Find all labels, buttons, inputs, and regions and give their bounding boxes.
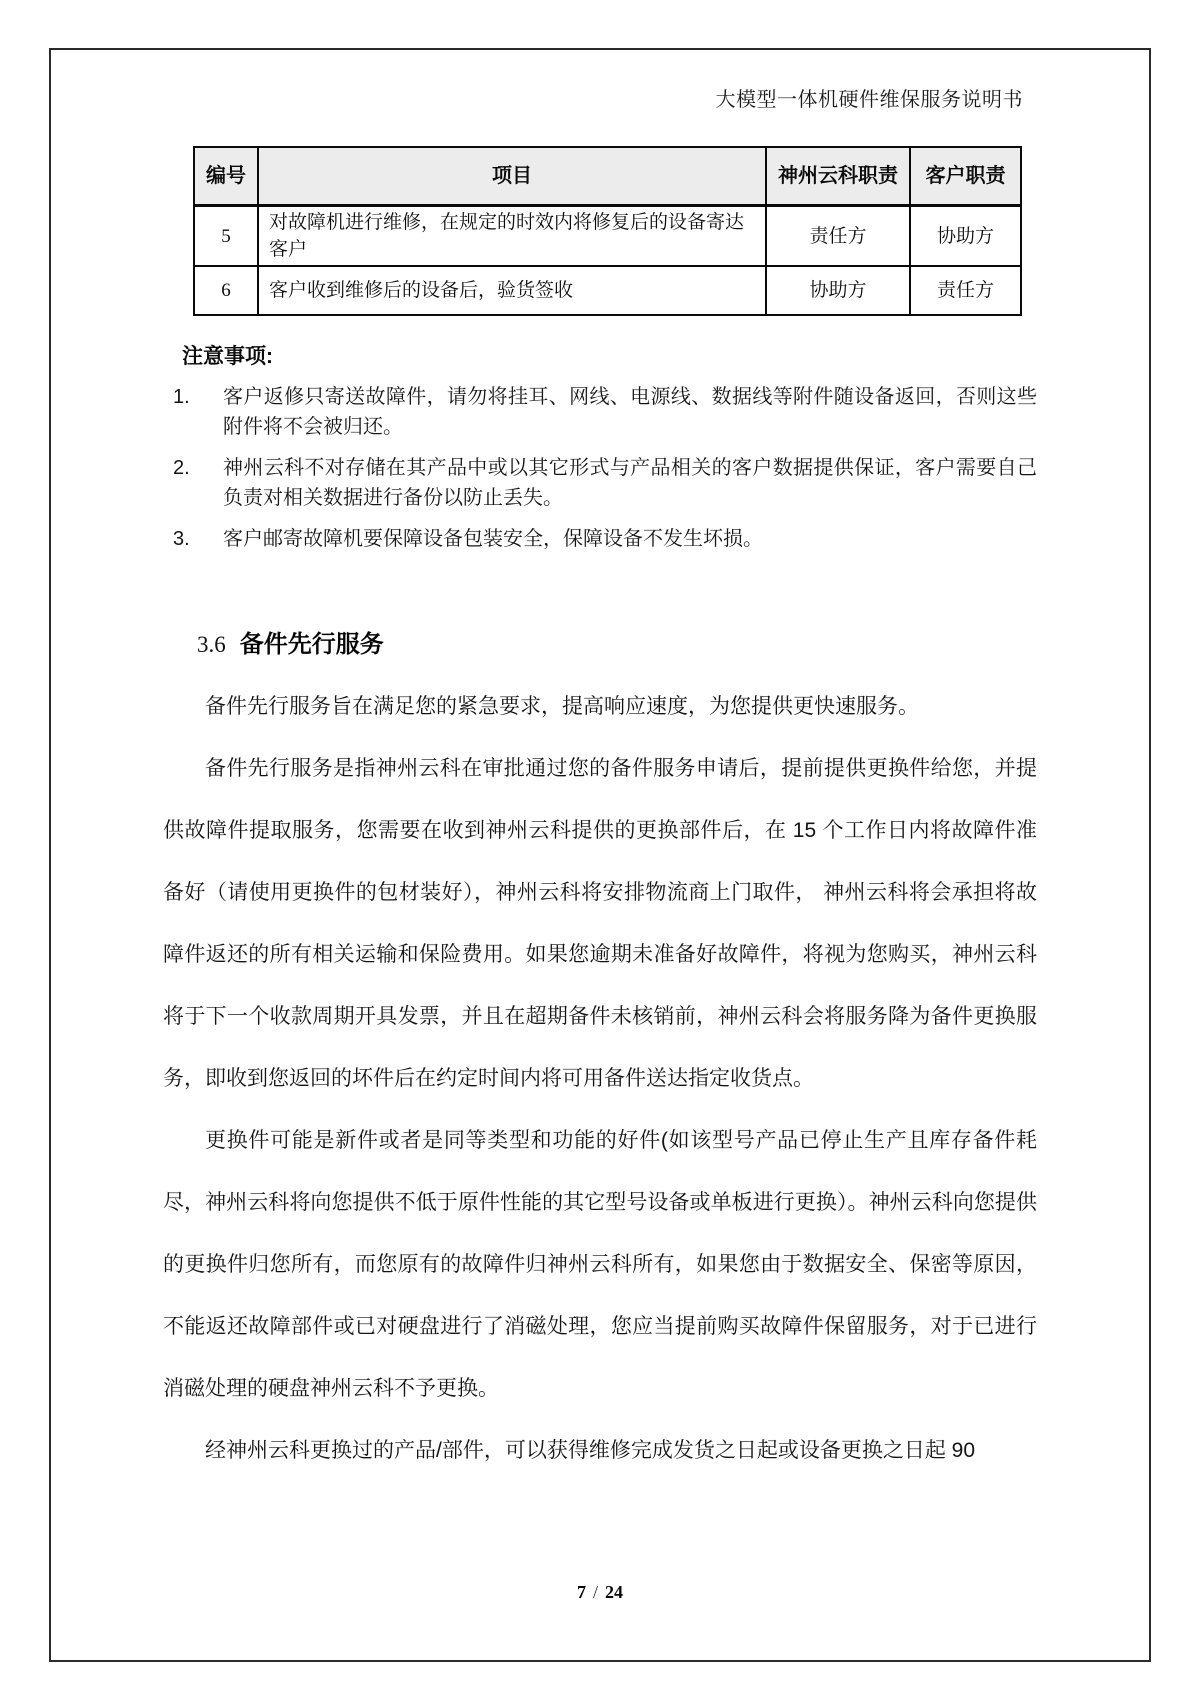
notes-section [173, 342, 1037, 565]
page-number [0, 1582, 1200, 1603]
list-item [173, 382, 1037, 442]
list-item-text: 神州云科不对存储在其产品中或以其它形式与产品相关的客户数据提供保证，客户需要自己负责对相关数据进行备份以防止丢失。 [223, 457, 1037, 509]
table-row [194, 206, 1021, 267]
cell-customer-role: 协助方 [910, 206, 1021, 267]
list-item-number: 3. [173, 528, 190, 550]
section-heading [197, 624, 384, 659]
list-item-text: 客户返修只寄送故障件，请勿将挂耳、网线、电源线、数据线等附件随设备返回，否则这些附件将不会被归还。 [223, 386, 1037, 438]
column-header-number: 编号 [194, 147, 258, 206]
cell-item-text: 客户收到维修后的设备后，验货签收 [258, 266, 766, 315]
paragraph: 更换件可能是新件或者是同等类型和功能的好件(如该型号产品已停止生产且库存备件耗尽，神州云科将向您提供不低于原件性能的其它型号设备或单板进行更换）。神州云科向您提供的更换件归您所有，而您原有的故障件归神州云科所有，如果您由于数据安全、保密等原因，不能返还故障部件或已对硬盘进行了消磁处理，您应当提前购买故障件保留服务，对于已进行消磁处理的硬盘神州云科不予更换。 [163, 1129, 1037, 1400]
cell-row-number: 5 [194, 206, 258, 267]
notes-list [173, 382, 1037, 554]
paragraph: 备件先行服务旨在满足您的紧急要求，提高响应速度，为您提供更快速服务。 [205, 695, 919, 718]
column-header-vendor: 神州云科职责 [766, 147, 910, 206]
table-header-row [194, 147, 1021, 206]
cell-item-text: 对故障机进行维修，在规定的时效内将修复后的设备寄达客户 [258, 206, 766, 267]
table-row [194, 266, 1021, 315]
list-item [173, 524, 1037, 554]
paragraph: 备件先行服务是指神州云科在审批通过您的备件服务申请后，提前提供更换件给您，并提供故障件提取服务，您需要在收到神州云科提供的更换部件后，在 15 个工作日内将故障件准备好（请使用更换件的包材装好），神州云科将安排物流商上门取件， 神州云科将会承担将故障件返还的所有相关运输和保险费用。如果您逾期未准备好故障件，将视为您购买，神州云科将于下一个收款周期开具发票，并且在超期备件未核销前，神州云科会将服务降为备件更换服务，即收到您返回的坏件后在约定时间内将可用备件送达指定收货点。 [163, 757, 1037, 1090]
total-pages: 24 [605, 1582, 623, 1602]
responsibility-table [193, 146, 1022, 316]
list-item [173, 453, 1037, 513]
section-number: 3.6 [197, 632, 226, 657]
paragraph: 经神州云科更换过的产品/部件，可以获得维修完成发货之日起或设备更换之日起 90 [205, 1439, 976, 1462]
document-header-title: 大模型一体机硬件维保服务说明书 [715, 89, 1023, 111]
list-item-number: 2. [173, 457, 190, 479]
body-paragraphs [163, 676, 1037, 1482]
column-header-customer: 客户职责 [910, 147, 1021, 206]
cell-vendor-role: 协助方 [766, 266, 910, 315]
column-header-item: 项目 [258, 147, 766, 206]
current-page: 7 [576, 1582, 586, 1602]
cell-row-number: 6 [194, 266, 258, 315]
notes-heading: 注意事项: [182, 345, 273, 368]
list-item-number: 1. [173, 386, 190, 408]
cell-vendor-role: 责任方 [766, 206, 910, 267]
section-title: 备件先行服务 [239, 631, 384, 658]
cell-customer-role: 责任方 [910, 266, 1021, 315]
list-item-text: 客户邮寄故障机要保障设备包装安全，保障设备不发生坏损。 [223, 528, 763, 550]
page-separator: / [592, 1582, 598, 1602]
